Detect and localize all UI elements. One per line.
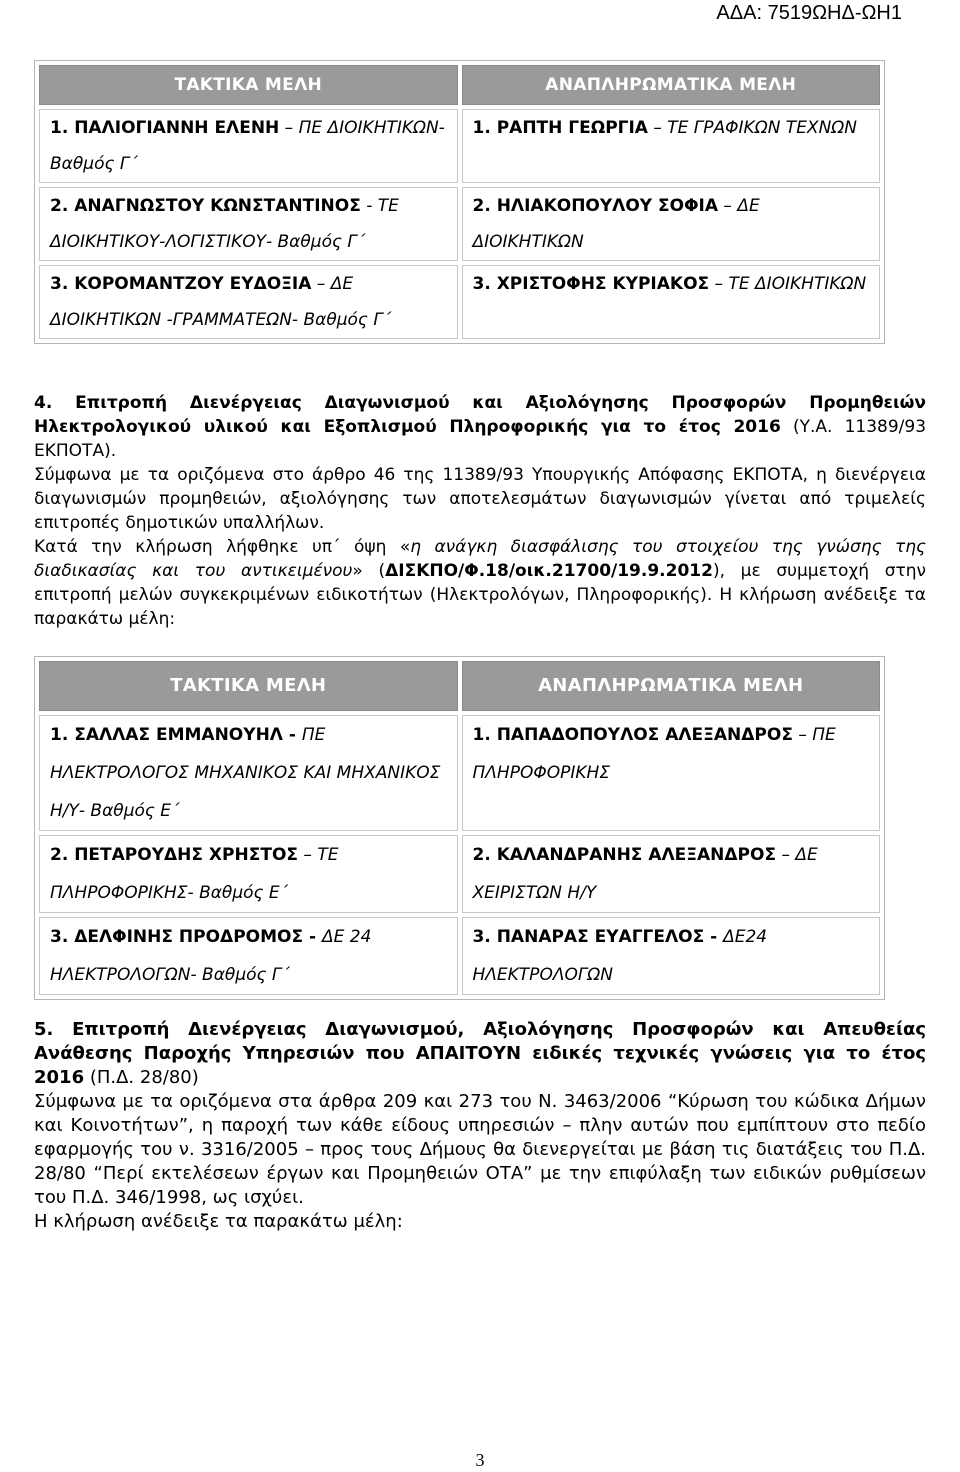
paragraph: Σύμφωνα με τα οριζόμενα στα άρθρα 209 και 273 του Ν. 3463/2006 “Κύρωση του κώδικα Δήμων και Κοινοτήτων”, η παροχή των κάθε είδους υπηρεσιών – πλην αυτών που εμπίπτουν στο πεδίο εφαρμογής του ν. 3316/2005 – προς τους Δήμους θα διενεργείται με βάση τις διατάξεις του Π.Δ. 28/80 “Περί εκτελέσεων έργων και Προμηθειών ΟΤΑ” με την επιφύλαξη των ειδικών ρυθμίσεων του Π.Δ. 346/1998, ως ισχύει.: [34, 1091, 926, 1208]
regular-member: [39, 265, 458, 339]
member-name: 2. ΚΑΛΑΝΔΡΑΝΗΣ ΑΛΕΞΑΝΔΡΟΣ: [472, 845, 777, 865]
column-header-substitute: ΑΝΑΠΛΗΡΩΜΑΤΙΚΑ ΜΕΛΗ: [462, 661, 881, 711]
regular-member: [39, 715, 458, 831]
regular-member: [39, 835, 458, 913]
member-name: 2. ΠΕΤΑΡΟΥΔΗΣ ΧΡΗΣΤΟΣ: [50, 845, 299, 865]
table-row: [39, 187, 880, 261]
member-name: 3. ΔΕΛΦΙΝΗΣ ΠΡΟΔΡΟΜΟΣ -: [50, 927, 322, 947]
substitute-member: [462, 109, 881, 183]
substitute-member: [462, 265, 881, 339]
section-title: 4. Επιτροπή Διενέργειας Διαγωνισμού και Αξιολόγησης Προσφορών Προμηθειών Ηλεκτρολογικού υλικού και Εξοπλισμού Πληροφορικής για το έτος 2016: [34, 393, 926, 437]
text-run: ), με συμμετοχή στην επιτροπή μελών συγκεκριμένων ειδικοτήτων (Ηλεκτρολόγων, Πληροφορικής). Η κλήρωση ανέδειξε τα παρακάτω μέλη:: [34, 561, 927, 629]
section-heading: [34, 391, 926, 463]
table-row: [39, 917, 880, 995]
page-number: 3: [475, 1450, 485, 1470]
table-row: [39, 835, 880, 913]
section-title: 5. Επιτροπή Διενέργειας Διαγωνισμού, Αξιολόγησης Προσφορών και Απευθείας Ανάθεσης Παροχής Υπηρεσιών που ΑΠΑΙΤΟΥΝ ειδικές τεχνικές γνώσεις για το έτος 2016: [34, 1019, 926, 1088]
member-specialty: – ΤΕ ΠΛΗΡΟΦΟΡΙΚΗΣ- Βαθμός Ε΄: [50, 845, 339, 903]
regular-member: [39, 917, 458, 995]
paragraph: [34, 535, 926, 631]
substitute-member: [462, 187, 881, 261]
member-name: 1. ΠΑΛΙΟΓΙΑΝΝΗ ΕΛΕΝΗ: [50, 118, 280, 138]
ada-code: ΑΔΑ: 7519ΩΗΔ-ΩΗ1: [716, 2, 902, 24]
substitute-member: [462, 835, 881, 913]
quoted-text: η ανάγκη διασφάλισης του στοιχείου της γνώσης της διαδικασίας και του αντικειμένου: [34, 537, 926, 581]
member-specialty: – ΠΕ ΔΙΟΙΚΗΤΙΚΩΝ- Βαθμός Γ΄: [50, 118, 445, 174]
member-specialty: – ΔΕ ΔΙΟΙΚΗΤΙΚΩΝ -ΓΡΑΜΜΑΤΕΩΝ- Βαθμός Γ΄: [50, 274, 392, 330]
member-name: 2. ΑΝΑΓΝΩΣΤΟΥ ΚΩΝΣΤΑΝΤΙΝΟΣ: [50, 196, 361, 216]
committee-table-2: [34, 656, 885, 1000]
member-specialty: – ΠΕ ΠΛΗΡΟΦΟΡΙΚΗΣ: [472, 725, 836, 783]
member-specialty: – ΤΕ ΓΡΑΦΙΚΩΝ ΤΕΧΝΩΝ: [647, 118, 858, 138]
text-run: Κατά την κλήρωση λήφθηκε υπ΄ όψη «: [34, 537, 411, 557]
member-specialty: – ΤΕ ΔΙΟΙΚΗΤΙΚΩΝ: [709, 274, 867, 294]
member-name: 1. ΣΑΛΛΑΣ ΕΜΜΑΝΟΥΗΛ -: [50, 725, 302, 745]
member-specialty: ΠΕ ΗΛΕΚΤΡΟΛΟΓΟΣ ΜΗΧΑΝΙΚΟΣ ΚΑΙ ΜΗΧΑΝΙΚΟΣ Η/Υ- Βαθμός Ε΄: [50, 725, 441, 821]
substitute-member: [462, 917, 881, 995]
member-name: 3. ΧΡΙΣΤΟΦΗΣ ΚΥΡΙΑΚΟΣ: [472, 274, 710, 294]
text-run: » (: [352, 561, 386, 581]
regular-member: [39, 187, 458, 261]
regular-member: [39, 109, 458, 183]
member-name: 3. ΠΑΝΑΡΑΣ ΕΥΑΓΓΕΛΟΣ -: [472, 927, 724, 947]
section-reference: (Π.Δ. 28/80): [84, 1067, 199, 1088]
committee-table-1: [34, 60, 885, 344]
table-row: [39, 109, 880, 183]
member-specialty: - ΤΕ ΔΙΟΙΚΗΤΙΚΟΥ-ΛΟΓΙΣΤΙΚΟΥ- Βαθμός Γ΄: [50, 196, 399, 252]
member-specialty: – ΔΕ ΧΕΙΡΙΣΤΩΝ Η/Υ: [472, 845, 818, 903]
member-specialty: – ΔΕ ΔΙΟΙΚΗΤΙΚΩΝ: [472, 196, 760, 252]
paragraph: Η κλήρωση ανέδειξε τα παρακάτω μέλη:: [34, 1211, 403, 1232]
column-header-substitute: ΑΝΑΠΛΗΡΩΜΑΤΙΚΑ ΜΕΛΗ: [462, 65, 881, 105]
substitute-member: [462, 715, 881, 831]
section-5: [34, 1018, 926, 1234]
section-4: [34, 391, 926, 631]
member-name: 3. ΚΟΡΟΜΑΝΤΖΟΥ ΕΥΔΟΞΙΑ: [50, 274, 312, 294]
section-reference: (Υ.Α. 11389/93 ΕΚΠΟΤΑ).: [34, 417, 927, 461]
paragraph: Σύμφωνα με τα οριζόμενα στο άρθρο 46 της 11389/93 Υπουργικής Απόφασης ΕΚΠΟΤΑ, η διενέργεια διαγωνισμών προμηθειών, αξιολόγησης των αποτελεσμάτων διαγωνισμών γίνεται από τριμελείς επιτροπές δημοτικών υπαλλήλων.: [34, 465, 926, 533]
section-heading: [34, 1018, 926, 1090]
table-row: [39, 265, 880, 339]
column-header-regular: ΤΑΚΤΙΚΑ ΜΕΛΗ: [39, 65, 458, 105]
column-header-regular: ΤΑΚΤΙΚΑ ΜΕΛΗ: [39, 661, 458, 711]
decision-reference: ΔΙΣΚΠΟ/Φ.18/οικ.21700/19.9.2012: [385, 561, 713, 581]
member-name: 1. ΡΑΠΤΗ ΓΕΩΡΓΙΑ: [472, 118, 648, 138]
member-specialty: ΔΕ24 ΗΛΕΚΤΡΟΛΟΓΩΝ: [472, 927, 768, 985]
member-name: 2. ΗΛΙΑΚΟΠΟΥΛΟΥ ΣΟΦΙΑ: [472, 196, 719, 216]
member-name: 1. ΠΑΠΑΔΟΠΟΥΛΟΣ ΑΛΕΞΑΝΔΡΟΣ: [472, 725, 793, 745]
table-row: [39, 715, 880, 831]
member-specialty: ΔΕ 24 ΗΛΕΚΤΡΟΛΟΓΩΝ- Βαθμός Γ΄: [50, 927, 372, 985]
